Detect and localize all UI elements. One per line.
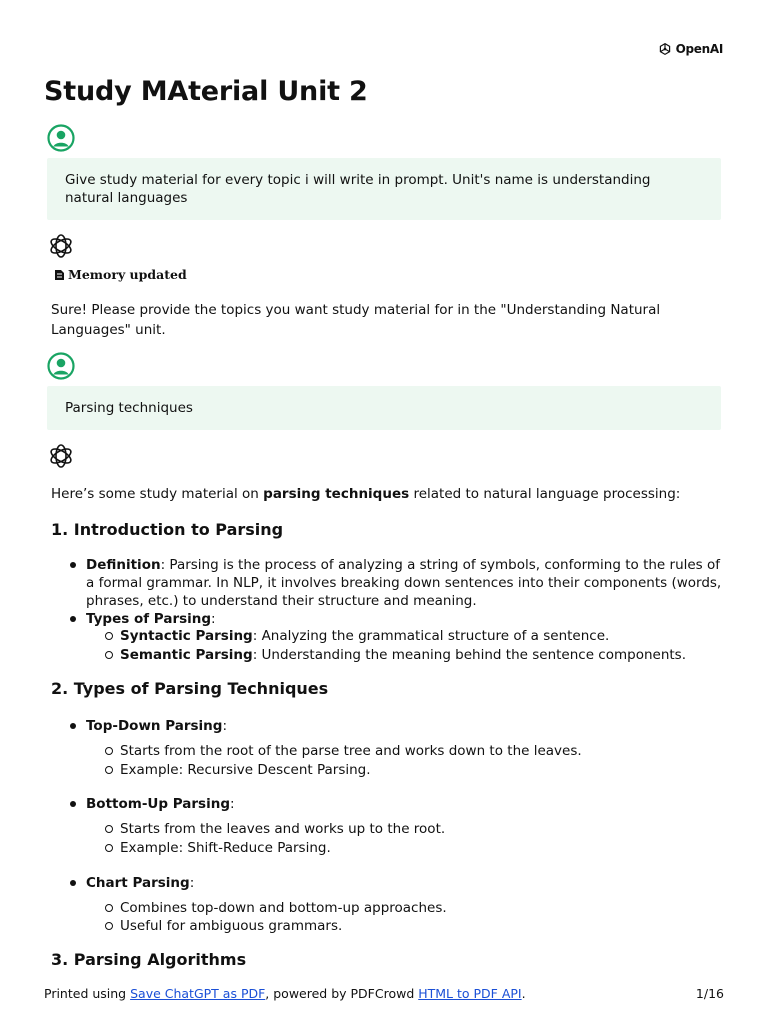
save-chatgpt-link[interactable]: Save ChatGPT as PDF	[130, 986, 266, 1001]
user-message-1-text: Give study material for every topic i will write in prompt. Unit's name is understanding natural languages	[65, 172, 651, 206]
brand-name: OpenAI	[675, 42, 723, 56]
section-heading-3: 3. Parsing Algorithms	[51, 950, 247, 969]
openai-logo-icon	[657, 41, 673, 57]
chatgpt-icon	[47, 442, 75, 470]
assistant-intro: Here’s some study material on parsing techniques related to natural language processing:	[51, 486, 681, 502]
chatgpt-icon	[47, 232, 75, 260]
list-item-chart-2: Useful for ambiguous grammars.	[120, 917, 720, 935]
assistant-message-1: Sure! Please provide the topics you want study material for in the "Understanding Natural Languages" unit.	[51, 302, 661, 338]
list-item-bottom-up-2: Example: Shift-Reduce Parsing.	[120, 839, 720, 857]
memory-updated-text: Memory updated	[68, 267, 187, 282]
openai-brand	[657, 41, 723, 57]
list-item-top-down-1: Starts from the root of the parse tree and works down to the leaves.	[120, 742, 720, 760]
html-to-pdf-link[interactable]: HTML to PDF API	[418, 986, 522, 1001]
section-heading-2: 2. Types of Parsing Techniques	[51, 679, 329, 698]
user-message-2	[47, 386, 721, 430]
user-message-1	[47, 158, 721, 220]
memory-icon	[54, 269, 65, 281]
list-item-bottom-up: Bottom-Up Parsing:	[86, 795, 726, 813]
section-heading-1: 1. Introduction to Parsing	[51, 520, 284, 539]
user-avatar-icon	[47, 352, 75, 380]
list-item-bottom-up-1: Starts from the leaves and works up to the root.	[120, 820, 720, 838]
memory-updated	[54, 267, 187, 282]
list-item-syntactic: Syntactic Parsing: Analyzing the grammatical structure of a sentence.	[120, 627, 720, 645]
page-number: 1/16	[695, 986, 724, 1001]
list-item-chart-parsing: Chart Parsing:	[86, 874, 726, 892]
user-message-2-text: Parsing techniques	[65, 400, 193, 416]
list-item-chart-1: Combines top-down and bottom-up approaches.	[120, 899, 720, 917]
list-item-semantic: Semantic Parsing: Understanding the meaning behind the sentence components.	[120, 646, 720, 664]
list-item-top-down: Top-Down Parsing:	[86, 717, 726, 735]
page-title: Study MAterial Unit 2	[44, 76, 368, 107]
user-avatar-icon	[47, 124, 75, 152]
list-item-top-down-2: Example: Recursive Descent Parsing.	[120, 761, 720, 779]
footer-credit: Printed using Save ChatGPT as PDF, powered by PDFCrowd HTML to PDF API.	[44, 986, 526, 1001]
list-item-types-of-parsing: Types of Parsing:	[86, 610, 726, 628]
list-item-definition: Definition: Parsing is the process of analyzing a string of symbols, conforming to the rules of a formal grammar. In NLP, it involves breaking down sentences into their components (words, phrases, etc.) to understand their structure and meaning.	[86, 556, 726, 610]
